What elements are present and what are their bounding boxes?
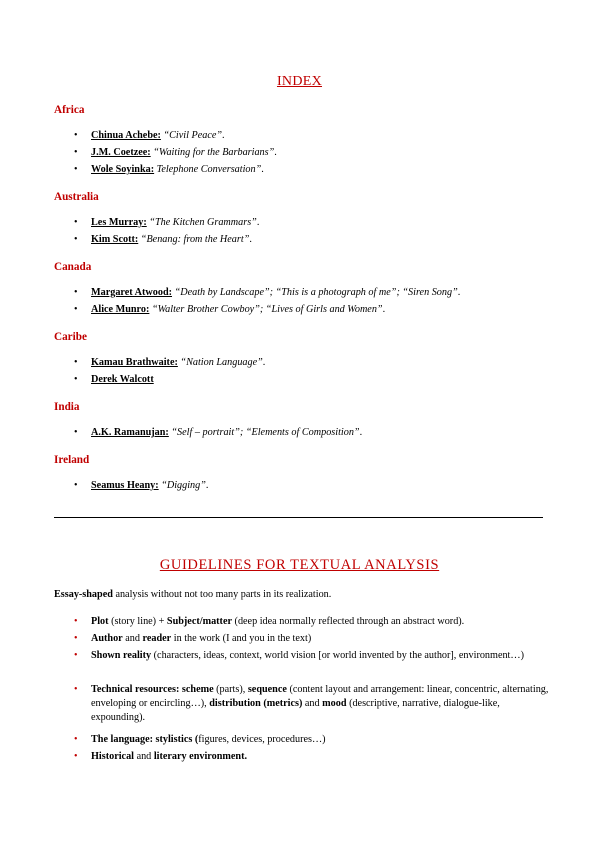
- author-name: Kamau Brathwaite:: [91, 357, 178, 368]
- bullet-icon: •: [74, 234, 78, 245]
- bullet-icon: •: [74, 480, 78, 491]
- work-title: “The Kitchen Grammars”: [149, 217, 257, 228]
- bullet-icon: •: [74, 374, 78, 385]
- work-title: “Benang: from the Heart”: [140, 234, 250, 245]
- bullet-icon: •: [74, 734, 78, 745]
- author-name: Seamus Heany:: [91, 480, 159, 491]
- work-title: “Death by Landscape”; “This is a photograph of me”; “Siren Song”: [174, 287, 458, 298]
- work-title: “Nation Language”: [180, 357, 263, 368]
- guidelines-intro: [54, 589, 331, 600]
- item-text: and: [134, 751, 154, 762]
- bullet-icon: •: [74, 287, 78, 298]
- item-text: and: [302, 698, 323, 709]
- author-name: Derek Walcott: [91, 374, 154, 385]
- item-bold: Plot: [91, 616, 109, 627]
- work-title: “Walter Brother Cowboy”; “Lives of Girls and Women”: [151, 304, 383, 315]
- item-text: figures, devices, procedures…): [198, 734, 326, 745]
- entry-tail: .: [382, 304, 386, 315]
- item-bold: Shown reality: [91, 650, 152, 661]
- bullet-icon: •: [74, 751, 78, 762]
- item-text: in the work (I and you in the text): [171, 633, 312, 644]
- bullet-icon: •: [74, 147, 78, 158]
- region-heading: Canada: [54, 261, 92, 273]
- item-text: (deep idea normally reflected through an abstract word).: [232, 616, 465, 627]
- guideline-item: [74, 649, 549, 663]
- list-item: [74, 304, 385, 315]
- list-item: [74, 374, 154, 385]
- guideline-item: [74, 615, 549, 629]
- list-item: [74, 287, 460, 298]
- item-bold: Author: [91, 633, 123, 644]
- entry-tail: .: [457, 287, 461, 298]
- bullet-icon: •: [74, 164, 78, 175]
- region-heading: Africa: [54, 104, 85, 116]
- work-title: “Self – portrait”; “Elements of Composition”: [171, 427, 360, 438]
- entry-tail: .: [256, 217, 260, 228]
- item-text: (characters, ideas, context, world vision [or world invented by the author], environment…): [151, 650, 524, 661]
- guideline-item: [74, 750, 549, 764]
- entry-tail: .: [261, 164, 264, 175]
- work-title: Telephone Conversation”: [156, 164, 262, 175]
- item-bold: Historical: [91, 751, 135, 762]
- list-item: [74, 427, 362, 438]
- bullet-icon: •: [74, 130, 78, 141]
- bullet-icon: •: [74, 650, 78, 661]
- bullet-icon: •: [74, 304, 78, 315]
- list-item: [74, 164, 264, 175]
- author-name: A.K. Ramanujan:: [91, 427, 169, 438]
- author-name: J.M. Coetzee:: [91, 147, 151, 158]
- item-bold: Technical resources: scheme: [91, 684, 214, 695]
- author-name: Chinua Achebe:: [91, 130, 161, 141]
- list-item: [74, 217, 259, 228]
- item-text: (descriptive, narrative, dialogue-like, expounding).: [91, 698, 500, 723]
- item-text: and: [122, 633, 143, 644]
- intro-text: analysis without not too many parts in its realization.: [112, 589, 332, 600]
- bullet-icon: •: [74, 357, 78, 368]
- author-name: Margaret Atwood:: [91, 287, 173, 298]
- item-bold: reader: [142, 633, 172, 644]
- list-item: [74, 480, 208, 491]
- guideline-item: [74, 683, 549, 725]
- list-item: [74, 234, 252, 245]
- author-name: Alice Munro:: [91, 304, 150, 315]
- entry-tail: .: [249, 234, 252, 245]
- guidelines-title: GUIDELINES FOR TEXTUAL ANALYSIS: [159, 557, 440, 573]
- entry-tail: .: [205, 480, 209, 491]
- item-bold: Subject/matter: [166, 616, 232, 627]
- item-text: (content layout and arrangement: linear, concentric, alternating, enveloping or encircling…),: [91, 684, 549, 709]
- entry-tail: .: [262, 357, 266, 368]
- author-name: Wole Soyinka:: [91, 164, 155, 175]
- item-bold: sequence: [247, 684, 287, 695]
- intro-bold: Essay-shaped: [54, 589, 113, 600]
- bullet-icon: •: [74, 427, 78, 438]
- guideline-item: [74, 733, 549, 747]
- entry-tail: .: [359, 427, 363, 438]
- bullet-icon: •: [74, 217, 78, 228]
- work-title: “Digging”: [161, 480, 206, 491]
- bullet-icon: •: [74, 633, 78, 644]
- list-item: [74, 147, 277, 158]
- entry-tail: .: [222, 130, 225, 141]
- work-title: “Civil Peace”: [163, 130, 223, 141]
- list-item: [74, 130, 225, 141]
- item-bold: distribution (metrics): [209, 698, 303, 709]
- item-text: (parts),: [213, 684, 248, 695]
- region-heading: Australia: [54, 191, 99, 203]
- bullet-icon: •: [74, 684, 78, 695]
- item-bold: The language: stylistics (: [91, 734, 199, 745]
- index-title: INDEX: [276, 74, 323, 89]
- bullet-icon: •: [74, 616, 78, 627]
- list-item: [74, 357, 265, 368]
- item-text: (story line) +: [108, 616, 167, 627]
- horizontal-divider: [54, 517, 543, 518]
- region-heading: Ireland: [54, 454, 90, 466]
- work-title: “Waiting for the Barbarians”: [153, 147, 275, 158]
- author-name: Kim Scott:: [91, 234, 139, 245]
- region-heading: India: [54, 401, 80, 413]
- entry-tail: .: [274, 147, 277, 158]
- guideline-item: [74, 632, 549, 646]
- region-heading: Caribe: [54, 331, 87, 343]
- item-bold: literary environment.: [153, 751, 248, 762]
- author-name: Les Murray:: [91, 217, 147, 228]
- item-bold: mood: [322, 698, 347, 709]
